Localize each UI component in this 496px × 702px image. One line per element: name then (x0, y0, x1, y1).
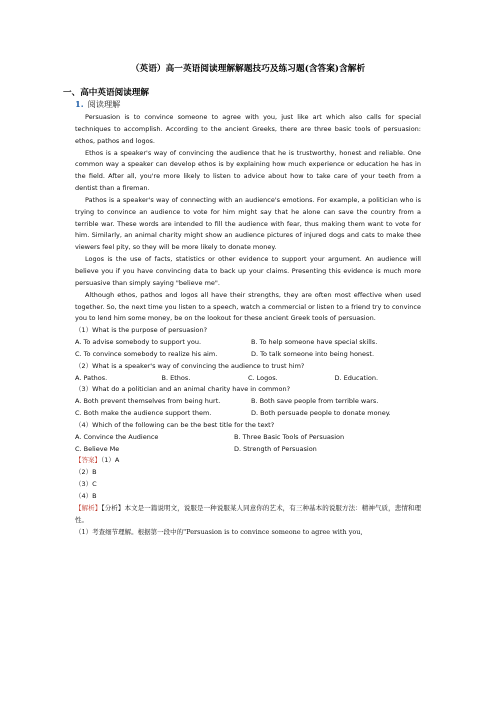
question-stem: （1）What is the purpose of persuasion? (75, 326, 208, 335)
option-d: D. Both persuade people to donate money. (251, 409, 391, 418)
answer-value: （1）A (101, 456, 120, 465)
passage-paragraph: Pathos is a speaker's way of connecting with an audience's emotions. For example, a politician who is trying to convince an audience to vote for him might say that he alone can save the country from a terrible war. These words are intended to fill the audience with fear, thus making them want to vote for him. Similarly, an animal charity might show an audience pictures of injured dogs and cats to make thee viewers feel pity, so they will be more likely to donate money. (75, 195, 421, 252)
passage-paragraph: Logos is the use of facts, statistics or other evidence to support your argument. An audience will believe you if you have convincing data to back up your claims. Presenting this evidence is much more persuasive than simply saying "believe me". (75, 255, 421, 287)
option-c: C. Logos. (248, 373, 278, 382)
document-body (75, 112, 421, 538)
section-heading: 一、高中英语阅读理解 (63, 88, 149, 98)
passage-paragraph: Ethos is a speaker's way of convincing the audience that he is trustworthy, honest and reliable. One common way a speaker can develop ethos is by explaining how much experience or education he has in the field. After all, you're more likely to listen to advice about how to take care of your teeth from a dentist than a fireman. (75, 148, 421, 193)
question-title: 阅读理解 (87, 99, 121, 109)
question-stem: （4）Which of the following can be the best title for the text? (75, 420, 275, 429)
question-stem: （3）What do a politician and an animal charity have in common? (75, 385, 291, 394)
option-row (75, 396, 421, 408)
option-a: A. To advise somebody to support you. (75, 338, 202, 347)
option-c: C. To convince somebody to realize his aim. (75, 349, 218, 358)
answer-line: （2）B (75, 468, 97, 477)
option-row (75, 444, 421, 456)
option-d: D. To talk someone into being honest. (251, 349, 375, 358)
option-row (75, 337, 421, 349)
option-a: A. Convince the Audience (75, 432, 159, 441)
answer-label: 【答案】 (75, 456, 101, 465)
answer-line: （3）C (75, 480, 97, 489)
option-a: A. Pathos. (75, 373, 108, 382)
question-stem: （2）What is a speaker's way of convincing the audience to trust him? (75, 361, 305, 370)
passage-paragraph: Persuasion is to convince someone to agree with you, just like art which also calls for special techniques to accomplish. According to the ancient Greeks, there are three basic tools of persuasion: ethos, pathos and logos. (75, 113, 421, 145)
option-b: B. Both save people from terrible wars. (251, 397, 379, 406)
analysis-paragraph (75, 503, 421, 527)
document-title: （英语）高一英语阅读理解解题技巧及练习题(含答案)含解析 (130, 64, 366, 74)
option-c: C. Both make the audience support them. (75, 409, 212, 418)
option-c: C. Believe Me (75, 444, 120, 453)
analysis-label: 【解析】 (75, 503, 102, 512)
analysis-text: 【分析】本文是一篇说明文，说服是一种说服某人同意你的艺术，有三种基本的说服方法：精神气质，悲情和理性。 (75, 503, 422, 524)
answer-line: （4）B (75, 492, 97, 500)
option-d: D. Strength of Persuasion (234, 444, 317, 453)
option-row (75, 432, 421, 444)
passage-paragraph: Although ethos, pathos and logos all have their strengths, they are often most effective when used together. So, the next time you listen to a speech, watch a commercial or listen to a friend try to convince you to lend him some money, be on the lookout for these ancient Greek tools of persuasion. (75, 290, 421, 323)
option-row (75, 349, 421, 361)
option-b: B. Ethos. (161, 373, 191, 382)
option-b: B. Three Basic Tools of Persuasion (234, 432, 345, 441)
analysis-q1: （1）考查细节理解。根据第一段中的"Persuasion is to convince someone to agree with you, (75, 527, 363, 536)
option-a: A. Both prevent themselves from being hurt. (75, 397, 221, 406)
answer-line (75, 455, 421, 467)
option-d: D. Education. (334, 373, 379, 382)
option-row (75, 373, 421, 385)
question-number: 1. (75, 99, 84, 109)
question-heading (75, 99, 120, 110)
option-row (75, 408, 421, 420)
option-b: B. To help someone have special skills. (251, 338, 378, 347)
